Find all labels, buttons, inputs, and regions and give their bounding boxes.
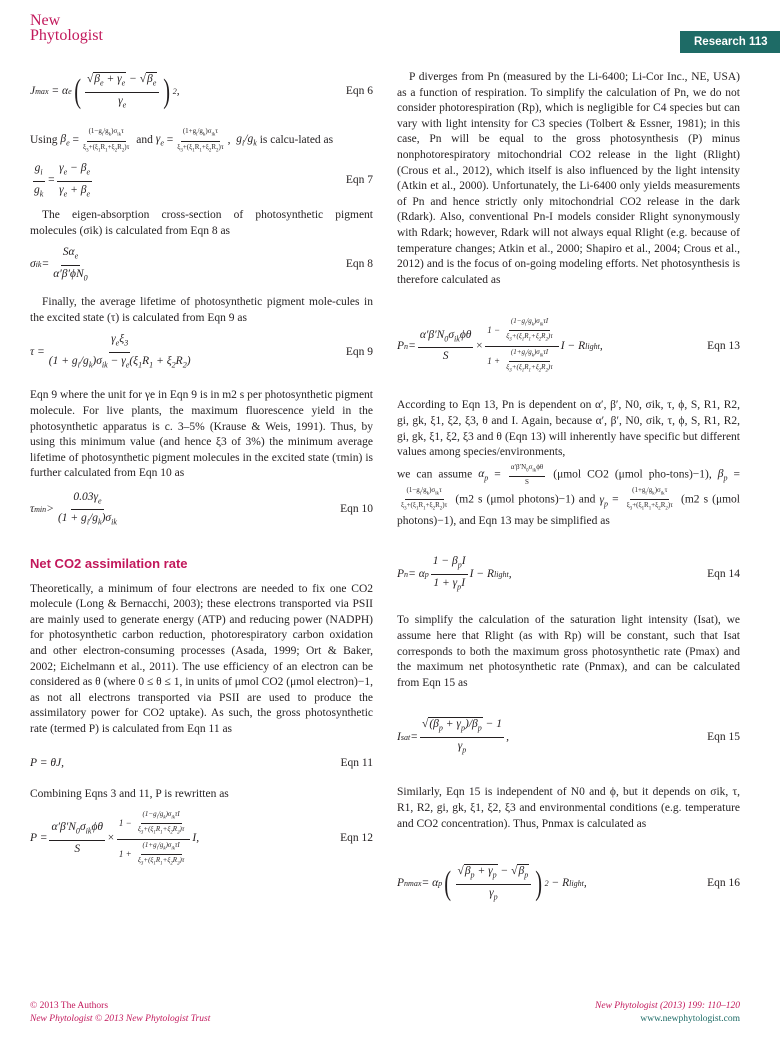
equation-10-label: Eqn 10 (340, 503, 373, 516)
footer-citation (595, 1000, 740, 1026)
using-prefix: Using (30, 134, 58, 147)
equation-15-formula: I sat = $\frac{√(\beta_p + \gamma_p)/\beta_p - 1}{\gamma_p}$ , (397, 718, 509, 755)
equation-13-formula: P n = $\frac{\alpha'\beta'N_0\sigma_{ik}\phi\theta}{S}$ × 1 − $\frac{(1-g_i/g_k)\sigma_{ik}\tau I}{\xi_3+(\xi_1R_1+\xi_2R_2)\tau}$ 1 + $\frac{(1+g_i/g_k)\sigma_{ik}\tau I}{\xi_3+(\xi_1R_1+\xi_2R_2)\tau}$ I − R light , (397, 317, 603, 374)
equation-6-label: Eqn 6 (345, 85, 373, 98)
journal-name-line2: Phytologist (30, 27, 103, 44)
equation-14 (397, 547, 740, 601)
page-header (0, 0, 780, 60)
equation-14-formula: P n = α p $\frac{1 - \beta_pI}{1 + \gamma_pI}$ I − R light , (397, 555, 512, 592)
equation-15-label: Eqn 15 (707, 730, 740, 743)
equation-13-label: Eqn 13 (707, 339, 740, 352)
section-heading-net-co2: Net CO2 assimilation rate (30, 555, 188, 571)
footer-copyright (30, 1000, 210, 1026)
equation-7-formula: $\frac{g_i}{g_k}$ = $\frac{\gamma_e - \beta_e}{\gamma_e + \beta_e}$ (34, 161, 91, 198)
using-suffix: is calcu-lated as (259, 134, 334, 147)
equation-10-formula: τ min > $\frac{0.03\gamma_e}{(1 + g_i/g_k)\sigma_{ik}}$ (30, 490, 117, 527)
assumption-definitions: we can assume $\alpha_p$ = $\frac{\alpha'\beta'N_0\sigma_{ik}\phi\theta}{S}$ (μmol CO2 (μmol pho-tons)−1), $\beta_p$ = $\frac{(1-g_i/g_k)\sigma_{ik}\tau}{\xi_3+(\xi_1R_1+\xi_2R_2)\tau}$ (m2 s (μmol photons)−1) and $\gamma_p$ = $\frac{(1+g_i/g_k)\sigma_{ik}\tau}{\xi_3+(\xi_1R_1+\xi_2R_2)\tau}$ (m2 s (μmol photons)−1), and Eqn 13 may be simplified as (397, 462, 741, 527)
footer-url-link[interactable]: www.newphytologist.com (640, 1014, 740, 1024)
equation-15 (397, 705, 740, 769)
equation-9 (30, 326, 373, 378)
assume-alpha-units: (μmol CO2 (μmol pho-tons)−1), (553, 468, 712, 481)
equation-9-label: Eqn 9 (345, 345, 373, 358)
equation-16-label: Eqn 16 (707, 877, 740, 890)
paragraph-electron-theory: Theoretically, a minimum of four electrons are needed to fix one CO2 molecule (Long & Bernacchi, 2003); these electrons transported via PSII are mainly used to generate energy (ATP) and reducing power (NADPH) for photosynthetic carbon reduction, photorespiratory carbon oxidation and other electron-consuming processes (Asada, 1999; Ort & Baker, 2002; Eichelmann et al., 2011). The use efficiency of an electron can be considered as θ (where 0 ≤ θ ≤ 1, in units of μmol CO2 (μmol electron)−1, as not all electrons transported via PSII are used to produce the assimilatory power for CO2 uptake). As such, the gross photosynthetic rate (termed P) is calculated from Eqn 11 as (30, 582, 373, 735)
using-definitions: Using $\beta_e$ = $\frac{(1-g_i/g_k)\sigma_{ik}\tau}{\xi_3+(\xi_1R_1+\xi_2R_2)\tau}$ and $\gamma_e$ = $\frac{(1+g_i/g_k)\sigma_{ik}\tau}{\xi_3+(\xi_1R_1+\xi_2R_2)\tau}$ , $g_i/g_k$ is calcu-lated as (30, 127, 334, 153)
equation-10 (30, 482, 373, 538)
equation-16-formula: P nmax = α p ( $\frac{√\beta_p + \gamma_p - √\beta_p}{\gamma_p}$ ) 2 − R light , (397, 864, 587, 903)
equation-12-label: Eqn 12 (340, 832, 373, 845)
paragraph-combining: Combining Eqns 3 and 11, P is rewritten as (30, 788, 229, 801)
equation-7 (30, 160, 373, 202)
assume-prefix: we can assume (397, 468, 473, 481)
footer-copyright-trust: New Phytologist © 2013 New Phytologist Trust (30, 1014, 211, 1024)
equation-12-formula: P = $\frac{\alpha'\beta'N_0\sigma_{ik}\phi\theta}{S}$ × 1 − $\frac{(1-g_i/g_k)\sigma_{ik}\tau I}{\xi_3+(\xi_1R_1+\xi_2R_2)\tau}$ 1 + $\frac{(1+g_i/g_k)\sigma_{ik}\tau I}{\xi_3+(\xi_1R_1+\xi_2R_2)\tau}$ I, (30, 809, 200, 867)
equation-6-formula: J max = α e ( $\frac{√\beta_e + \gamma_e - √\beta_e}{\gamma_e}$ ) 2 , (30, 72, 180, 110)
paragraph-diverges: P diverges from Pn (measured by the Li-6400; Li-Cor Inc., NE, USA) as a function of respiration. To simplify the calculation of Pn, we do not consider photorespiration (Rp), which is negligible for C4 species but can vary with light intensity for C3 species (Tolbert & Essner, 1981); in this case, Pn will be equal to the gross photosynthesis (P) minus nonphotorespiratory mitochondrial CO2 release in the light (Rlight) (Crous et al., 2012), which itself is also influenced by the light intensity (Atkin et al., 2000). Unfortunately, the Li-6400 only yields measurements of Pn and hence strictly only mitochondrial CO2 release in the dark (Rdark). Also, conventional Pn-I models consider Rlight synonymously with Rdark; however, Rdark will not always equal Rlight (e.g. because of temperature changes; Atkin et al., 2000; Shapiro et al., 2004; Crous et al., 2012) and is the focus of on-going modeling efforts. Net photosynthesis is therefore calculated as (397, 71, 740, 286)
journal-name-line1: New (30, 12, 61, 29)
equation-11-formula: P = θJ, (30, 756, 64, 769)
paragraph-saturation: To simplify the calculation of the saturation light intensity (Isat), we assume here that Rlight (as with Rp) will be constant, such that Isat corresponds to both the maximum gross photosynthetic rate (Pmax) and the maximum net photosynthetic rate (Pnmax), and can be calculated from Eqn 15 as (397, 614, 740, 689)
journal-logo (30, 13, 103, 43)
paragraph-eigen-absorption: The eigen-absorption cross-section of photosynthetic pigment molecules (σik) is calculated from Eqn 8 as (30, 209, 373, 237)
section-banner: Research 113 (680, 31, 780, 53)
equation-8-formula: σ ik = $\frac{S\alpha_e}{\alpha'\beta'\phi N_0}$ (30, 245, 88, 282)
equation-8 (30, 239, 373, 291)
right-column (397, 62, 740, 916)
left-column (30, 62, 373, 875)
paragraph-according: According to Eqn 13, Pn is dependent on α′, β′, N0, σik, τ, ϕ, S, R1, R2, gi, gk, ξ1, ξ2, ξ3, θ and I. Again, because α′, β′, N0, σik, τ, ϕ, S, R1, R2, gi, gk, ξ1, ξ2, ξ3 and θ (Eqn 13) will inherently have specific but different values among species/environments, (397, 399, 740, 459)
assume-gamma-units: (m2 s (μmol photons)−1), and Eqn 13 may be simplified as (397, 493, 741, 527)
equation-16 (397, 852, 740, 916)
paragraph-similarly: Similarly, Eqn 15 is independent of N0 and ϕ, but it depends on σik, τ, R1, R2, gi, gk, ξ1, ξ2, ξ3 and environmental conditions (e.g. temperature and CO2 concentration). Thus, Pnmax is calculated as (397, 786, 740, 830)
equation-6 (30, 62, 373, 122)
footer-citation-text: New Phytologist (2013) 199: 110–120 (595, 1001, 740, 1011)
assume-beta-units: (m2 s (μmol photons)−1) and (455, 493, 596, 506)
equation-13 (397, 310, 740, 382)
equation-14-label: Eqn 14 (707, 567, 740, 580)
equation-11 (30, 743, 373, 783)
equation-7-label: Eqn 7 (345, 174, 373, 187)
paragraph-lifetime: Finally, the average lifetime of photosynthetic pigment mole-cules in the excited state (τ) is calculated from Eqn 9 as (30, 296, 373, 324)
equation-9-formula: τ = $\frac{\gamma_e\xi_3}{(1 + g_i/g_k)\sigma_{ik} - \gamma_e(\xi_1R_1 + \xi_2R_2)}$ (30, 332, 191, 370)
equation-8-label: Eqn 8 (345, 258, 373, 271)
equation-12 (30, 803, 373, 875)
footer-copyright-authors: © 2013 The Authors (30, 1001, 109, 1011)
paragraph-eqn9-units: Eqn 9 where the unit for γe in Eqn 9 is in m2 s per photosynthetic pigment molecule. For live plants, the maximum fluorescence yield in the photosynthetic apparatus is c. 3–5% (Krause & Weis, 1991). Thus, by using this minimum value (and hence ξ3 of 3%) the minimum average lifetime of photosynthetic pigment molecules in the excited state (τmin) is further calculated from Eqn 10 as (30, 389, 373, 480)
equation-11-label: Eqn 11 (340, 756, 373, 769)
